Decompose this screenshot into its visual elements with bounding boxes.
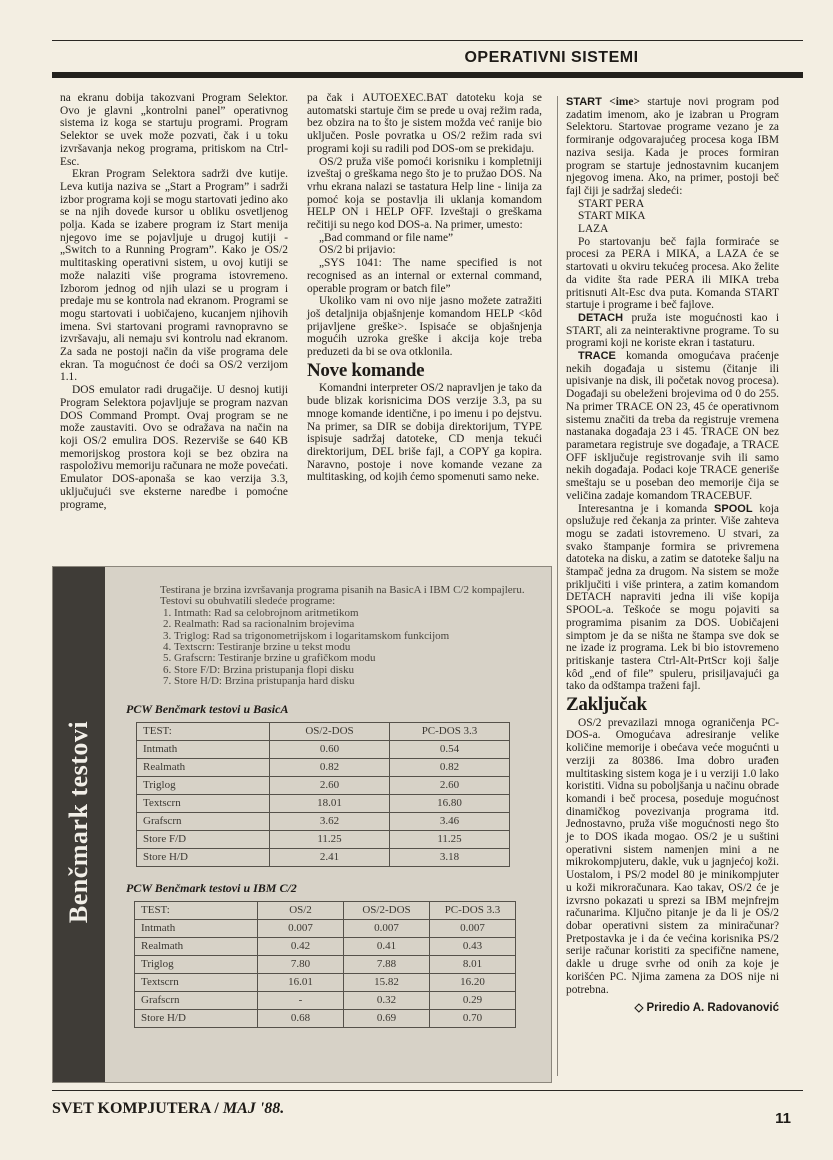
- column-divider: [557, 96, 558, 1076]
- table-cell: 3.46: [390, 812, 510, 830]
- paragraph: Ekran Program Selektora sadrži dve kutije. Leva kutija naziva se „Start a Program” i sadrži izbor programa koji se mogu startovati jedino ako se na njih dovede kursor u obliku osvetljenog polja. Kada se izabere program iz Start menija njegovo ime se pojavljuje u drugoj kutiji - „Switch to a Running Program”. Kako je OS/2 multitasking operativni sistem, u ovoj kutiji se može nalaziti više programa istovremeno. Izborom jednog od njih ulazi se u program i predaje mu se kontrola nad ekranom. Programi se mogu startovati i uobičajeno, kucanjem njihovih imena. Svi startovani programi ravnopravno se izvršavaju, ali nemaju svi kontrolu nad ekranom. Za sada ne postoji način da više programa dele ekran. Ta mogućnost će doći sa OS/2 verzijom 1.1.: [60, 168, 288, 384]
- keyword-arg: <ime>: [609, 96, 640, 108]
- table-cell: 0.82: [390, 758, 510, 776]
- code-line: START MIKA: [578, 210, 646, 223]
- paragraph-text: startuje novi program pod zadatim imenom, ako je izabran u Program Selektoru. Startovae programe vezano je za formiranje odgovarajućeg procesa koga IBM naziva sesija. Kada je proces formiran program se startuje jednostavnim kucanjem njegovog imena. Ako, na primer, postoji beč fajl čiji je sadržaj sledeći:: [566, 96, 780, 197]
- table-title-ibm-c2: PCW Benčmark testovi u IBM C/2: [126, 880, 297, 895]
- page-number: 11: [775, 1110, 791, 1127]
- table-cell: 11.25: [270, 830, 390, 848]
- footer-magazine: [52, 1100, 284, 1118]
- author-byline: ◇ Priredio A. Radovanović: [634, 1002, 779, 1015]
- header-rule: [52, 40, 803, 41]
- benchmark-sidebar: [53, 567, 105, 1082]
- table-cell: 0.32: [344, 991, 430, 1009]
- column-header: TEST:: [137, 722, 270, 740]
- table-header-row: [135, 901, 516, 919]
- table-cell: Triglog: [137, 776, 270, 794]
- table-cell: Textscrn: [135, 973, 258, 991]
- table-row: [135, 919, 516, 937]
- list-item: 7. Store H/D: Brzina pristupanja hard disku: [174, 676, 540, 687]
- paragraph: na ekranu dobija takozvani Program Selektor. Ovo je glavni „kontrolni panel” operativnog sistema iz koga se startuju programi. Program Selektor se uvek može pozvati, čak i u toku izvršavanja nekog programa, pritiskom na Ctrl-Esc.: [60, 92, 288, 168]
- table-row: [137, 740, 510, 758]
- code-line: LAZA: [578, 223, 609, 236]
- issue-date: MAJ '88.: [222, 1100, 285, 1117]
- table-cell: 0.68: [258, 1009, 344, 1027]
- table-cell: 3.18: [390, 848, 510, 866]
- benchmark-table-ibm-c2: [134, 901, 516, 1028]
- paragraph: [566, 312, 779, 350]
- table-cell: Textscrn: [137, 794, 270, 812]
- list-item: 1. Intmath: Rad sa celobrojnom aritmetikom: [174, 608, 540, 619]
- paragraph: Ukoliko vam ni ovo nije jasno možete zatražiti još detaljnija objašnjenje komandom HELP <kôd prijavljene greške>. Ispisaće se objašnjenja mogućih uzroka greške i akcija koje treba preduzeti da bi se ova otklonila.: [307, 295, 542, 359]
- paragraph: [566, 503, 779, 694]
- table-cell: 2.60: [270, 776, 390, 794]
- paragraph: pa čak i AUTOEXEC.BAT datoteku koja se automatski startuje čim se prede u ovaj režim rada, bez obzira na to što je sistem možda već ranije bio uključen. Posle povratka u OS/2 režim rada svi programi koji su radili pod DOS-om se prekidaju.: [307, 92, 542, 155]
- table-row: [135, 955, 516, 973]
- paragraph: [566, 350, 779, 502]
- table-cell: 18.01: [270, 794, 390, 812]
- table-cell: 0.007: [430, 919, 516, 937]
- table-cell: Triglog: [135, 955, 258, 973]
- section-title: OPERATIVNI SISTEMI: [464, 49, 639, 66]
- table-cell: 0.007: [258, 919, 344, 937]
- article-column-1: [60, 92, 288, 511]
- list-item: 6. Store F/D: Brzina pristupanja flopi disku: [174, 665, 540, 676]
- table-cell: 0.70: [430, 1009, 516, 1027]
- table-cell: Realmath: [135, 937, 258, 955]
- quote: „SYS 1041: The name specified is not recognised as an internal or external command, operable program or batch file”: [307, 257, 542, 295]
- table-cell: Grafscrn: [137, 812, 270, 830]
- list-item: 5. Grafscrn: Testiranje brzine u grafičkom modu: [174, 653, 540, 664]
- section-heading-conclusion: Zaključak: [566, 694, 647, 716]
- section-heading-new-commands: Nove komande: [307, 359, 425, 381]
- table-header-row: [137, 722, 510, 740]
- table-cell: Store H/D: [135, 1009, 258, 1027]
- table-cell: Store H/D: [137, 848, 270, 866]
- keyword: TRACE: [578, 350, 616, 363]
- table-row: [135, 991, 516, 1009]
- benchmark-table-basica: [136, 722, 510, 867]
- table-row: [135, 973, 516, 991]
- table-cell: -: [258, 991, 344, 1009]
- table-row: [135, 937, 516, 955]
- benchmark-program-list: [160, 608, 540, 688]
- list-item: 2. Realmath: Rad sa racionalnim brojevima: [174, 619, 540, 630]
- table-cell: 0.69: [344, 1009, 430, 1027]
- quote: „Bad command or file name”: [319, 231, 454, 244]
- benchmark-intro-text: Testirana je brzina izvršavanja programa pisanih na BasicA i IBM C/2 kompajleru. Testovi su obuhvatili sledeće programe:: [160, 584, 525, 608]
- table-cell: 2.60: [390, 776, 510, 794]
- paragraph-text: koja opslužuje red čekanja za printer. Više zahteva mogu se zadati istovremeno. U stvari, za svako štampanje formira se privremena datoteka na disku, a zatim se datoteke šalju na štampač jedna za drugom. Na sistem se može priključiti i više printera, a zatim komandom DETACH napraviti jedna ili više kopija SPOOL-a. Teškoće se mogu pojaviti sa programima pisanim za DOS. Uobičajeni simptom je da se ništa ne štampa sve dok se ne izade iz programa. Lek bi bio istovremeno pritiskanje tastera Ctrl-Alt-PrtScr koji šalje kôd „end of file” spuleru, prisiljavajući ga tako da odštampa traženi fajl.: [566, 502, 779, 693]
- code-line: START PERA: [578, 197, 645, 210]
- table-row: [137, 776, 510, 794]
- table-cell: 0.29: [430, 991, 516, 1009]
- list-item: 4. Textscrn: Testiranje brzine u tekst modu: [174, 642, 540, 653]
- paragraph: Komandni interpreter OS/2 napravljen je tako da bude blizak korisnicima DOS verzije 3.3, pa su mnoge komande identične, i po imenu i po dejstvu. Na primer, sa DIR se dobija direktorijum, TYPE ispisuje sadržaj datoteke, CD menja tekući direktorijum, DEL briše fajl, a COPY ga kopira. Naravno, postoje i nove komande vezane za multitasking, od kojih ćemo spomenuti samo neke.: [307, 382, 542, 484]
- table-cell: 16.01: [258, 973, 344, 991]
- footer-rule: [52, 1090, 803, 1091]
- table-cell: 3.62: [270, 812, 390, 830]
- keyword: START: [566, 96, 602, 108]
- table-cell: 11.25: [390, 830, 510, 848]
- table-row: [137, 848, 510, 866]
- benchmark-intro: [160, 585, 540, 688]
- paragraph: OS/2 pruža više pomoći korisniku i kompletniji izveštaj o greškama nego što je to pružao DOS. Na vrhu ekrana nalazi se tastatura Help line - linija za pomoć koja se postavlja ili uklanja komandom HELP ON i HELP OFF. Izveštaji o greškama rečitiji su nego kod DOS-a. Na primer, umesto:: [307, 155, 542, 232]
- header-bar: [52, 72, 803, 78]
- benchmark-side-title: Benčmark testovi: [64, 720, 93, 924]
- paragraph-text: Interesantna je i komanda: [578, 502, 708, 515]
- keyword: SPOOL: [714, 502, 753, 515]
- table-cell: 2.41: [270, 848, 390, 866]
- table-cell: 0.54: [390, 740, 510, 758]
- paragraph: [566, 96, 779, 198]
- paragraph: Po startovanju beč fajla formiraće se procesi za PERA i MIKA, a LAZA će se startovati u okviru tekućeg procesa. Ako želite da vidite šta rade PERA ili MIKA treba pritisnuti Alt-Esc dva puta. Komanda START startuje i programe i beč fajlove.: [566, 235, 779, 312]
- table-cell: Intmath: [137, 740, 270, 758]
- paragraph: DOS emulator radi drugačije. U desnoj kutiji Program Selektora pojavljuje se program nazvan DOS Command Prompt. Ovaj program se ne može zaustaviti. Ovo se odražava na način na koji OS/2 emulira DOS. Rezerviše se 640 KB memorijskog prostora koji se bez obzira na raspoloživu memoriju računara ne može povećati. Emulator DOS-aponaša se kao verzija 3.3, uključujući sve eksterne naredbe i pomoćne programe,: [60, 384, 288, 511]
- table-cell: 16.20: [430, 973, 516, 991]
- table-cell: Store F/D: [137, 830, 270, 848]
- table-cell: Intmath: [135, 919, 258, 937]
- column-header: PC-DOS 3.3: [430, 901, 516, 919]
- table-cell: 7.80: [258, 955, 344, 973]
- table-cell: 8.01: [430, 955, 516, 973]
- paragraph: OS/2 bi prijavio:: [319, 244, 396, 257]
- article-column-2: [307, 92, 542, 484]
- table-cell: 0.60: [270, 740, 390, 758]
- list-item: 3. Triglog: Rad sa trigonometrijskom i logaritamskom funkcijom: [174, 631, 540, 642]
- column-header: TEST:: [135, 901, 258, 919]
- paragraph-text: pruža iste mogućnosti kao i START, ali za neinteraktivne programe. To su programi koji ne koriste ekran i tastaturu.: [566, 311, 779, 350]
- table-cell: 7.88: [344, 955, 430, 973]
- table-row: [137, 812, 510, 830]
- table-cell: 0.82: [270, 758, 390, 776]
- keyword: DETACH: [578, 311, 624, 324]
- column-header: PC-DOS 3.3: [390, 722, 510, 740]
- table-row: [137, 830, 510, 848]
- column-header: OS/2-DOS: [270, 722, 390, 740]
- table-cell: Grafscrn: [135, 991, 258, 1009]
- table-cell: 0.41: [344, 937, 430, 955]
- table-cell: 15.82: [344, 973, 430, 991]
- table-cell: 0.007: [344, 919, 430, 937]
- column-header: OS/2-DOS: [344, 901, 430, 919]
- magazine-name: SVET KOMPJUTERA /: [52, 1100, 219, 1117]
- column-header: OS/2: [258, 901, 344, 919]
- table-cell: 16.80: [390, 794, 510, 812]
- benchmark-box: [52, 566, 552, 1083]
- paragraph-text: komanda omogućava praćenje nekih događaja u sistemu (čitanje ili upisivanje na disk, ili početak novog procesa). Događaji su obeleženi brojevima od 0 do 255. Na primer TRACE ON 23, 45 će operativnom sistemu značiti da treba da registruje vremena nastanaka događaja 23 i 45. TRACE ON bez parametara registruje sve događaje, a TRACE OFF isključuje registrovanje svih ili samo nekih događaja. Podaci koje TRACE generiše smeštaju se u poseban deo memorije čija se veličina zadaje komandom TRACEBUF.: [566, 350, 779, 502]
- benchmark-content: [126, 584, 536, 1028]
- article-column-3: [566, 96, 779, 1015]
- table-cell: Realmath: [137, 758, 270, 776]
- paragraph: OS/2 prevazilazi mnoga ograničenja PC-DOS-a. Omogućava adresiranje velike količine memorije i obećava veće mogućnti u verziji za 80386. Ima dobro urađen multitasking sistem koga je i u verziji 1.0 lako koristiti. Vidna su poboljšanja u načinu obrade komandi i beč procesa, poseduje mogućnost dinamičkog povezivanja programa itd. Jednostavno, pruža više mogućnosti nego što je to DOS ikada mogao. OS/2 je u suštini operativni sistem namenjen mini a ne mikrokompjuteru, dakle, vuk u jagnjećoj koži. Uostalom, i PS/2 model 80 je minikompjuter u koži mikroračunara. Kao takav, OS/2 će je izvrsno pokazati u sprezi sa IBM mejnfrejm računarima. Ključno pitanje je da li je OS/2 dobar operativni sistem za miniračunar? Pretpostavka je i da će većina korisnika PS/2 serije računar koristiti za specifične namene, dakle u druge svrhe od onih za koje je korišćen PC. Njima zamena za DOS nije ni potrebna.: [566, 716, 779, 996]
- table-row: [137, 794, 510, 812]
- table-title-basica: PCW Benčmark testovi u BasicA: [126, 701, 289, 716]
- table-cell: 0.43: [430, 937, 516, 955]
- table-row: [137, 758, 510, 776]
- table-cell: 0.42: [258, 937, 344, 955]
- table-row: [135, 1009, 516, 1027]
